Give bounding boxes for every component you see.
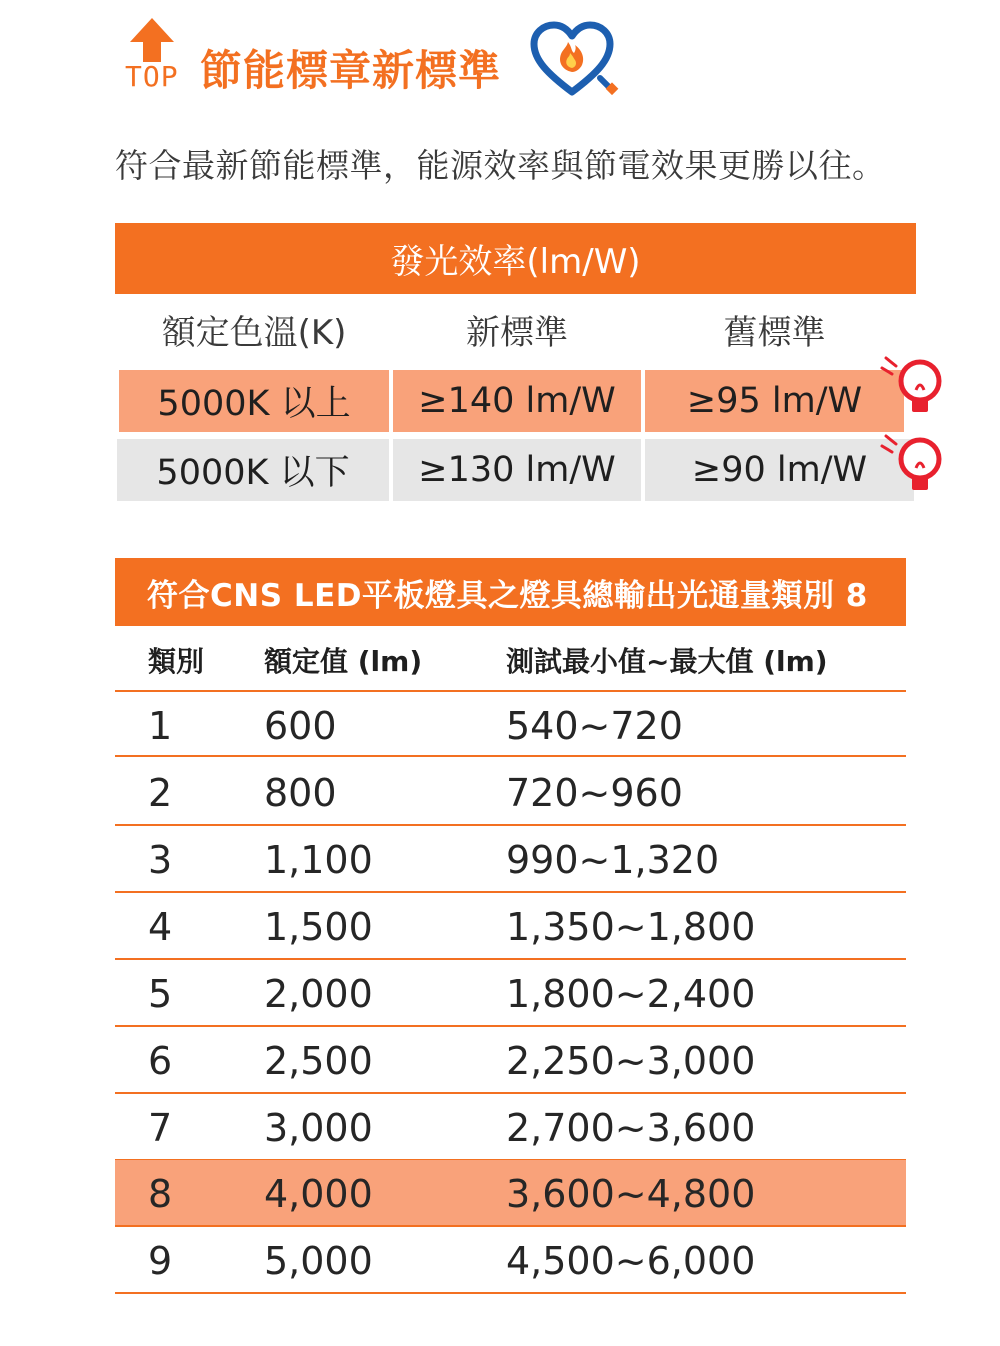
- test-range-cell: 540~720: [506, 703, 683, 748]
- table-row: [115, 1027, 906, 1094]
- efficiency-row-1-old: ≥95 lm/W: [645, 370, 904, 432]
- rated-value-cell: 4,000: [264, 1171, 373, 1216]
- test-range-cell: 2,250~3,000: [506, 1038, 756, 1083]
- category-cell: 7: [148, 1105, 173, 1150]
- table-row: [115, 759, 906, 826]
- up-arrow-icon: [122, 18, 182, 64]
- rated-value-cell: 3,000: [264, 1105, 373, 1150]
- column-header-rated-value: 額定值 (lm): [264, 645, 423, 678]
- efficiency-table-title: 發光效率(lm/W): [115, 223, 916, 294]
- bulb-icon: [880, 432, 946, 498]
- table-row: [115, 826, 906, 893]
- table-row-highlighted: [115, 1160, 906, 1227]
- efficiency-row-2-temp: 5000K 以下: [117, 439, 389, 501]
- rated-value-cell: 2,000: [264, 971, 373, 1016]
- test-range-cell: 990~1,320: [506, 837, 720, 882]
- category-cell: 9: [148, 1238, 173, 1283]
- test-range-cell: 1,800~2,400: [506, 971, 756, 1016]
- test-range-cell: 720~960: [506, 770, 683, 815]
- test-range-cell: 2,700~3,600: [506, 1105, 756, 1150]
- rated-value-cell: 600: [264, 703, 337, 748]
- table-row: [115, 1227, 906, 1294]
- efficiency-row-1-new: ≥140 lm/W: [393, 370, 641, 432]
- energy-label-heart-icon: [528, 20, 620, 98]
- category-cell: 5: [148, 971, 173, 1016]
- rated-value-cell: 1,100: [264, 837, 373, 882]
- category-cell: 1: [148, 703, 173, 748]
- category-cell: 2: [148, 770, 173, 815]
- category-cell: 3: [148, 837, 173, 882]
- category-cell: 6: [148, 1038, 173, 1083]
- column-header-old-standard: 舊標準: [723, 313, 826, 353]
- page-title: 節能標章新標準: [200, 46, 502, 95]
- bulb-icon: [880, 354, 946, 420]
- column-header-category: 類別: [148, 645, 205, 678]
- test-range-cell: 1,350~1,800: [506, 904, 756, 949]
- column-header-test-range: 測試最小值~最大值 (lm): [506, 645, 828, 678]
- rated-value-cell: 2,500: [264, 1038, 373, 1083]
- category-cell: 8: [148, 1171, 173, 1216]
- table-row: [115, 960, 906, 1027]
- column-header-new-standard: 新標準: [466, 313, 568, 353]
- test-range-cell: 4,500~6,000: [506, 1238, 756, 1283]
- cns-table-title: 符合CNS LED平板燈具之燈具總輸出光通量類別 8: [115, 558, 906, 626]
- table-row: [115, 893, 906, 960]
- rated-value-cell: 5,000: [264, 1238, 373, 1283]
- table-row: [115, 690, 906, 757]
- test-range-cell: 3,600~4,800: [506, 1171, 756, 1216]
- efficiency-row-1-temp: 5000K 以上: [119, 370, 389, 432]
- efficiency-row-2-old: ≥90 lm/W: [645, 439, 914, 501]
- category-cell: 4: [148, 904, 173, 949]
- subtitle: 符合最新節能標準，能源效率與節電效果更勝以往。: [115, 146, 886, 185]
- top-label[interactable]: TOP: [125, 60, 179, 93]
- rated-value-cell: 800: [264, 770, 337, 815]
- efficiency-row-2-new: ≥130 lm/W: [393, 439, 641, 501]
- column-header-color-temperature: 額定色溫(K): [161, 313, 347, 353]
- rated-value-cell: 1,500: [264, 904, 373, 949]
- table-row: [115, 1094, 906, 1161]
